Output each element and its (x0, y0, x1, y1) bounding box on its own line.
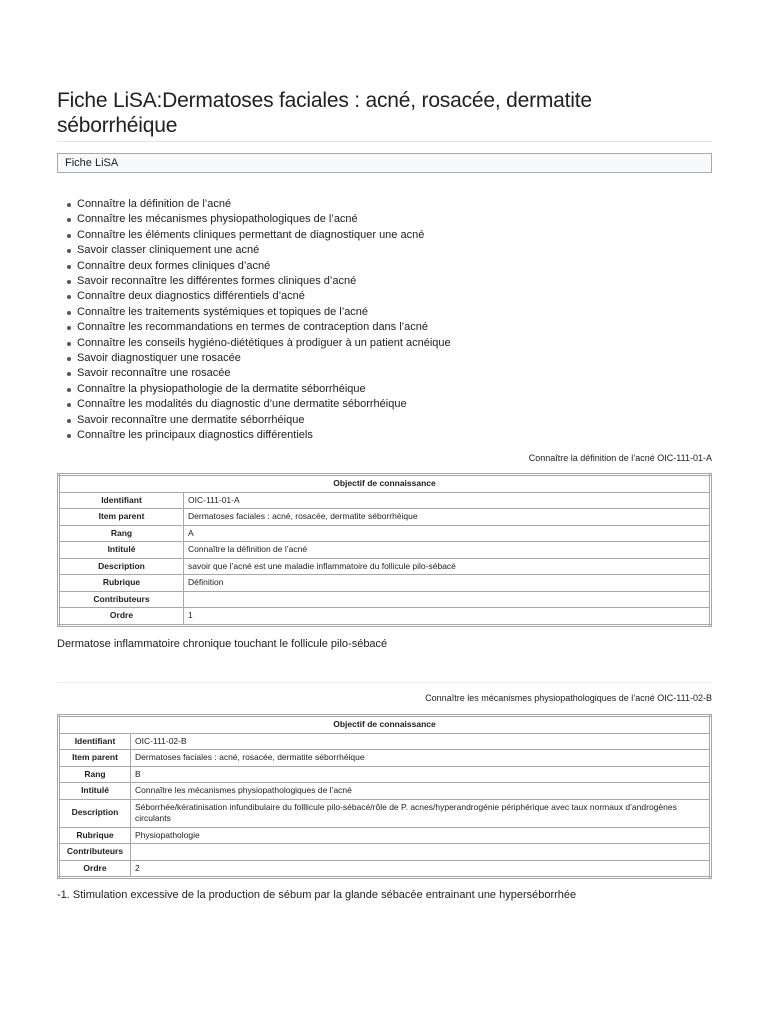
objective-item: Connaître les conseils hygiéno-diététiques à prodiguer à un patient acnéique (65, 336, 712, 351)
row-key: Identifiant (59, 492, 184, 509)
objective-item: Connaître deux formes cliniques d’acné (65, 259, 712, 274)
table-row (59, 733, 711, 750)
row-key: Rang (59, 766, 131, 783)
objective-item: Connaître les principaux diagnostics différentiels (65, 428, 712, 443)
objective-item: Connaître les recommandations en termes de contraception dans l’acné (65, 320, 712, 335)
objective-item: Savoir reconnaître les différentes formes cliniques d’acné (65, 274, 712, 289)
category-link[interactable]: Fiche LiSA (65, 157, 119, 169)
table-row (59, 542, 711, 559)
table-row (59, 799, 711, 827)
row-key: Ordre (59, 608, 184, 626)
objective-item: Savoir reconnaître une dermatite séborrhéique (65, 413, 712, 428)
section-reference: Connaître la définition de l’acné OIC-111-01-A (528, 452, 712, 463)
table-row (59, 591, 711, 608)
table-row (59, 525, 711, 542)
table-row (59, 558, 711, 575)
knowledge-table (57, 714, 712, 880)
row-key: Intitulé (59, 542, 184, 559)
row-key: Rubrique (59, 575, 184, 592)
objective-item: Connaître la physiopathologie de la dermatite séborrhéique (65, 382, 712, 397)
row-value: Définition (184, 575, 711, 592)
section-divider (57, 682, 712, 683)
section-reference: Connaître les mécanismes physiopathologiques de l’acné OIC-111-02-B (425, 692, 712, 703)
table-row (59, 860, 711, 878)
table-row (59, 608, 711, 626)
row-key: Description (59, 799, 131, 827)
row-value: 1 (184, 608, 711, 626)
row-value: Séborrhée/kératinisation infundibulaire du folllicule pilo-sébacé/rôle de P. acnes/hyperandrogénie périphérique avec taux normaux d’androgènes circulants (131, 799, 711, 827)
objective-item: Connaître les mécanismes physiopathologiques de l’acné (65, 212, 712, 227)
page-title-line-2: séborrhéique (57, 114, 178, 137)
page-title (57, 88, 712, 142)
table-row (59, 750, 711, 767)
objectives-list (57, 197, 712, 444)
row-value: Dermatoses faciales : acné, rosacée, dermatite séborrhéique (131, 750, 711, 767)
category-box (57, 153, 712, 173)
table-row (59, 783, 711, 800)
row-value: Physiopathologie (131, 827, 711, 844)
table-row (59, 492, 711, 509)
table-row (59, 766, 711, 783)
row-value: Connaître la définition de l’acné (184, 542, 711, 559)
table-caption: Objectif de connaissance (59, 474, 711, 492)
row-value: savoir que l’acné est une maladie inflammatoire du follicule pilo-sébacé (184, 558, 711, 575)
objective-item: Savoir reconnaître une rosacée (65, 366, 712, 381)
objective-item: Savoir classer cliniquement une acné (65, 243, 712, 258)
row-value (131, 844, 711, 861)
row-key: Item parent (59, 750, 131, 767)
article (57, 88, 712, 902)
table-row (59, 509, 711, 526)
page-title-line-1: Fiche LiSA:Dermatoses faciales : acné, rosacée, dermatite (57, 89, 592, 112)
section-text: Dermatose inflammatoire chronique touchant le follicule pilo-sébacé (57, 637, 388, 650)
row-key: Ordre (59, 860, 131, 878)
section-text: -1. Stimulation excessive de la production de sébum par la glande sébacée entrainant une hyperséborrhée (57, 889, 577, 901)
table-row (59, 844, 711, 861)
row-key: Rubrique (59, 827, 131, 844)
objective-item: Savoir diagnostiquer une rosacée (65, 351, 712, 366)
row-value: Dermatoses faciales : acné, rosacée, dermatite séborrhéique (184, 509, 711, 526)
row-value: OIC-111-01-A (184, 492, 711, 509)
row-value: OIC-111-02-B (131, 733, 711, 750)
table-row (59, 575, 711, 592)
row-key: Item parent (59, 509, 184, 526)
knowledge-table (57, 473, 712, 627)
objective-item: Connaître deux diagnostics différentiels d’acné (65, 289, 712, 304)
row-key: Rang (59, 525, 184, 542)
row-key: Description (59, 558, 184, 575)
row-key: Contributeurs (59, 591, 184, 608)
row-value (184, 591, 711, 608)
row-key: Contributeurs (59, 844, 131, 861)
objective-item: Connaître les traitements systémiques et topiques de l’acné (65, 305, 712, 320)
row-value: Connaître les mécanismes physiopathologiques de l’acné (131, 783, 711, 800)
objective-item: Connaître la définition de l’acné (65, 197, 712, 212)
table-row (59, 827, 711, 844)
row-key: Intitulé (59, 783, 131, 800)
table-caption: Objectif de connaissance (59, 715, 711, 733)
row-value: B (131, 766, 711, 783)
objective-item: Connaître les modalités du diagnostic d’une dermatite séborrhéique (65, 397, 712, 412)
row-key: Identifiant (59, 733, 131, 750)
objective-item: Connaître les éléments cliniques permettant de diagnostiquer une acné (65, 228, 712, 243)
row-value: A (184, 525, 711, 542)
row-value: 2 (131, 860, 711, 878)
